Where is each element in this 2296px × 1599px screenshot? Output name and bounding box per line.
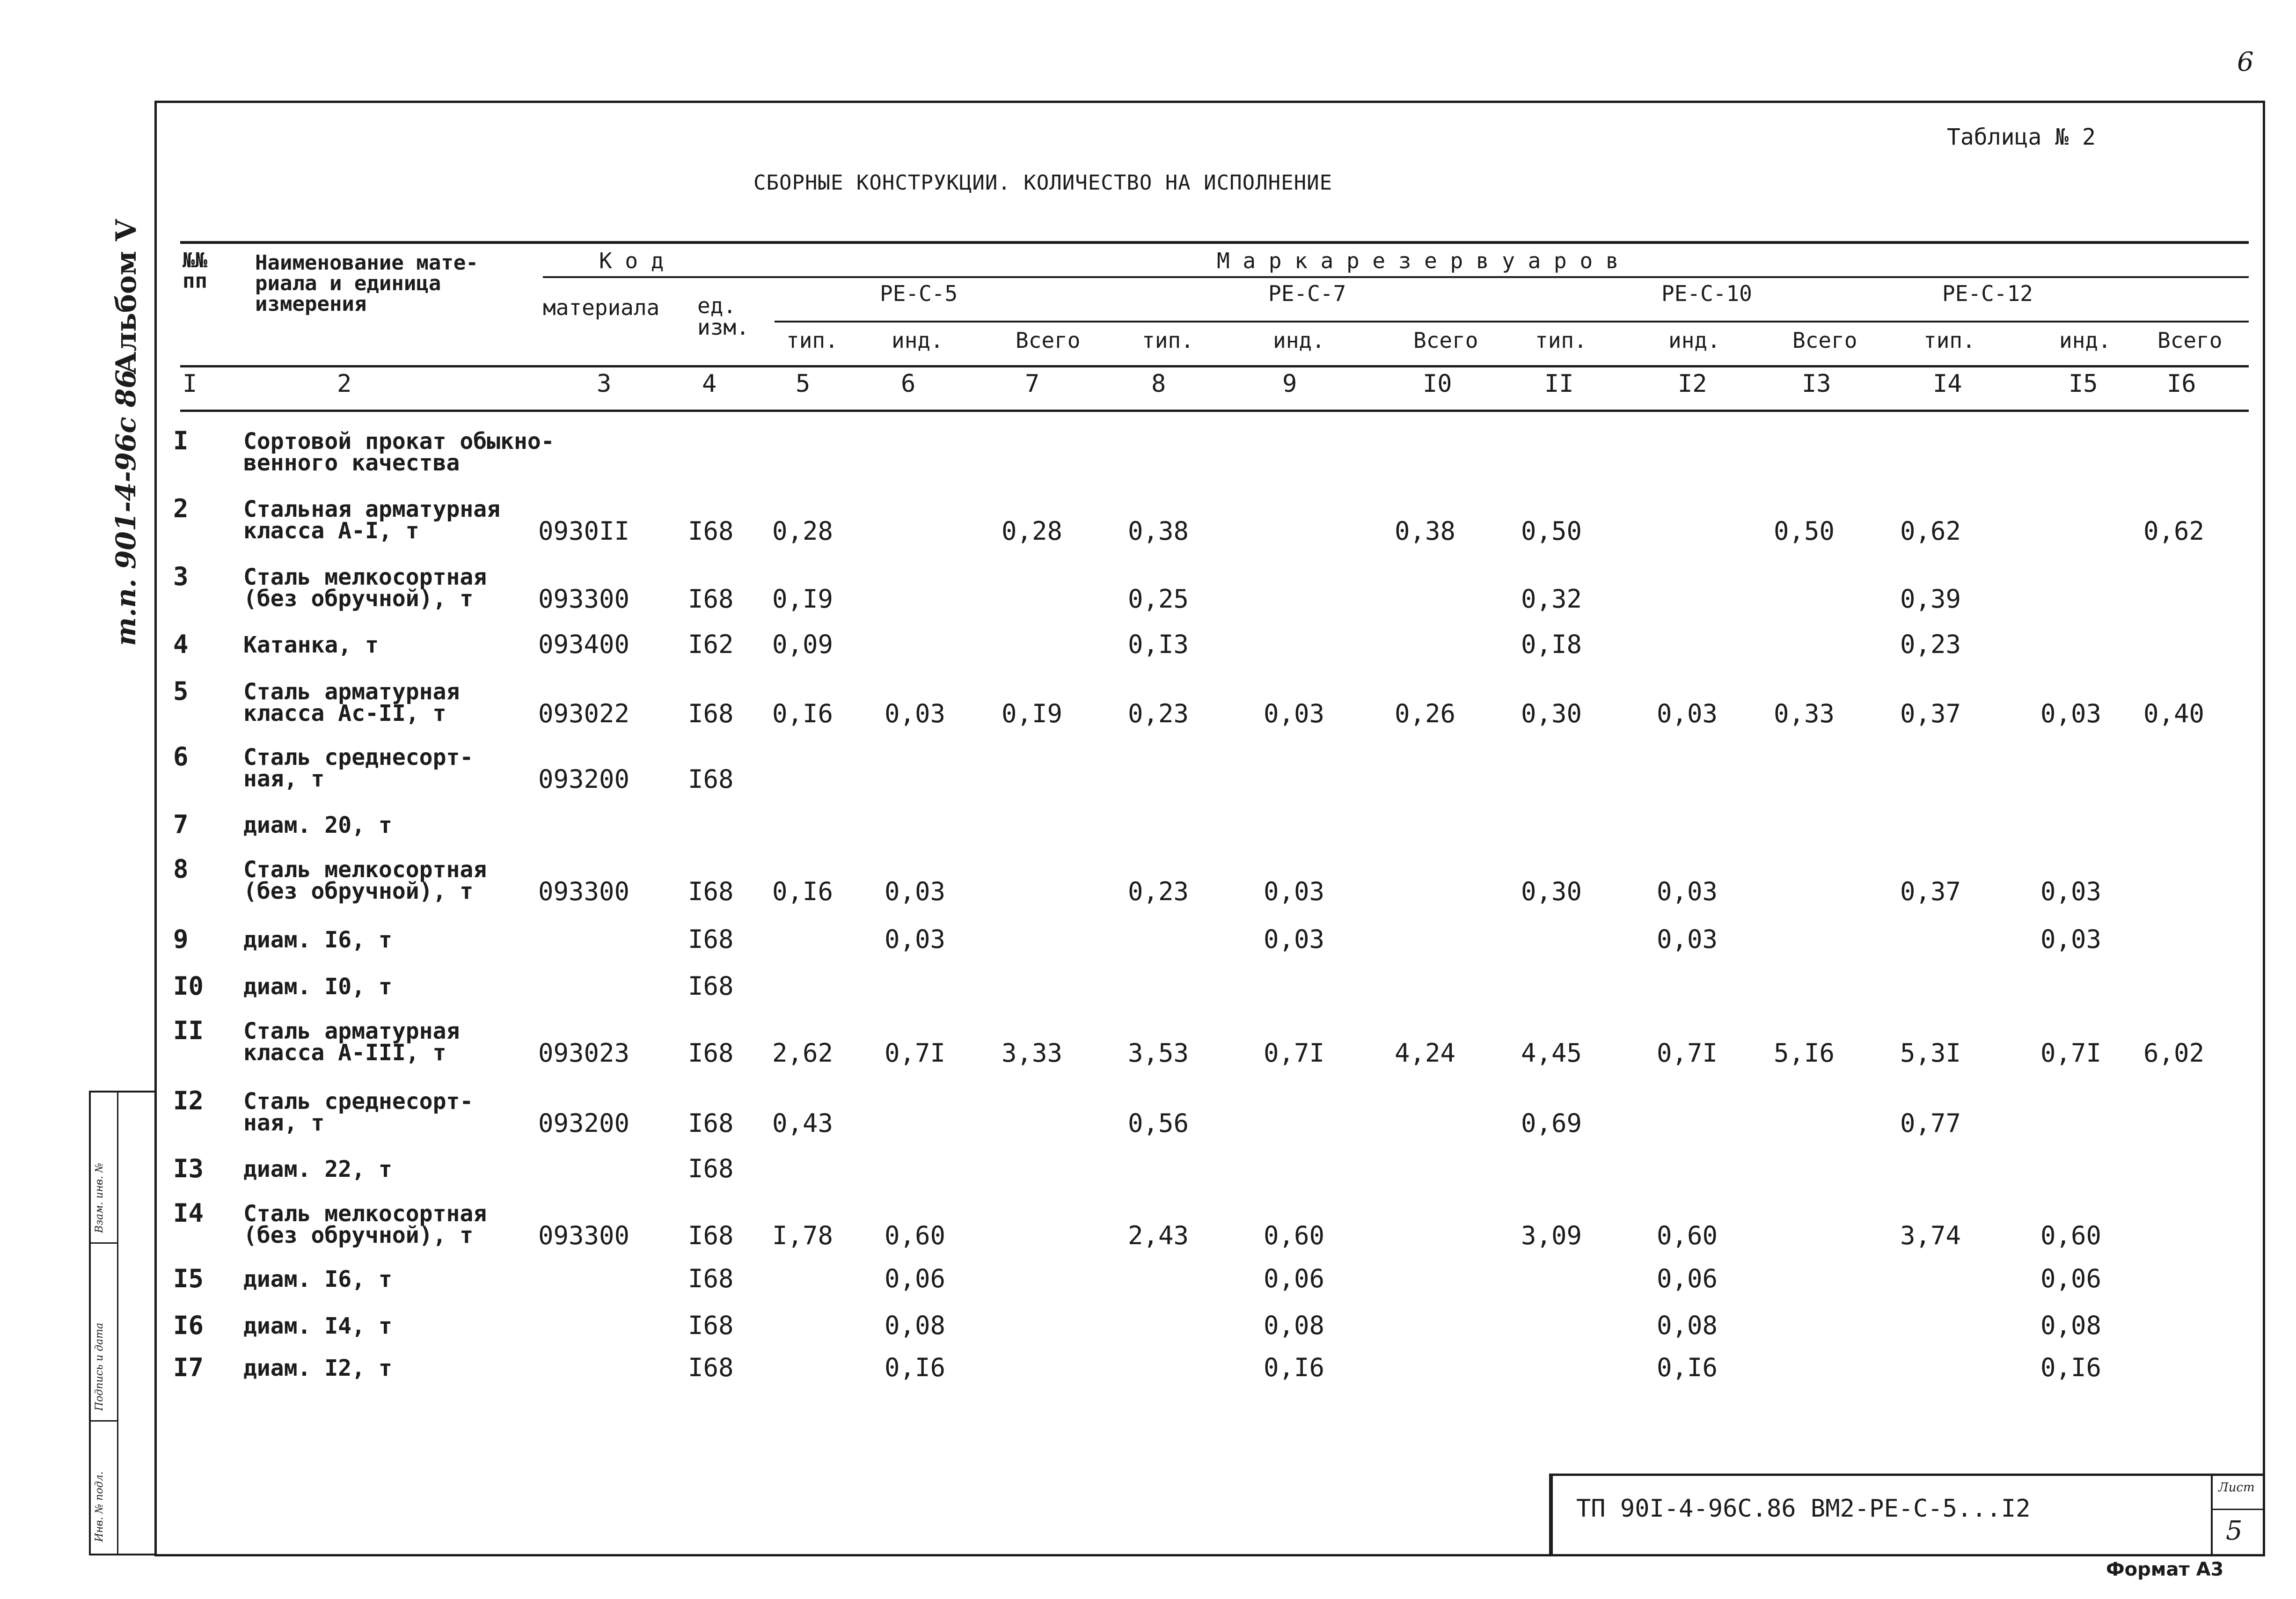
quantity-value: 0,I6 bbox=[772, 877, 834, 906]
unit-code: I68 bbox=[688, 924, 734, 954]
quantity-value: 0,I6 bbox=[1264, 1353, 1325, 1382]
quantity-value: 0,39 bbox=[1900, 584, 1961, 614]
quantity-value: 4,24 bbox=[1395, 1038, 1456, 1068]
row-number: 7 bbox=[173, 810, 189, 839]
material-code: 093400 bbox=[538, 630, 630, 659]
header-subcolumn: тип. bbox=[786, 328, 838, 353]
quantity-value: 0,03 bbox=[885, 877, 946, 906]
quantity-value: 0,38 bbox=[1128, 516, 1189, 546]
column-number: 8 bbox=[1151, 370, 1166, 398]
header-brand: РЕ-С-12 bbox=[1942, 281, 2033, 306]
material-name: Сортовой прокат обыкно- венного качества bbox=[243, 428, 555, 476]
material-code: 093023 bbox=[538, 1038, 630, 1068]
page-title: СБОРНЫЕ КОНСТРУКЦИИ. КОЛИЧЕСТВО НА ИСПОЛНЕНИЕ bbox=[753, 171, 1333, 195]
sheet-label: Лист bbox=[2218, 1481, 2255, 1495]
quantity-value: 0,56 bbox=[1128, 1108, 1189, 1138]
material-name: Сталь арматурная класса Ас-II, т bbox=[243, 679, 460, 726]
quantity-value: 5,I6 bbox=[1774, 1038, 1835, 1068]
material-name: диам. I6, т bbox=[243, 927, 392, 953]
quantity-value: 0,I9 bbox=[1002, 699, 1063, 728]
header-brand-group: М а р к а р е з е р в у а р о в bbox=[1217, 248, 1619, 273]
quantity-value: 0,7I bbox=[2040, 1038, 2102, 1068]
quantity-value: 0,03 bbox=[1264, 877, 1325, 906]
row-number: 2 bbox=[173, 494, 189, 523]
material-code: 093022 bbox=[538, 699, 630, 728]
quantity-value: 0,7I bbox=[1264, 1038, 1325, 1068]
row-number: I5 bbox=[173, 1264, 204, 1293]
material-name: Сталь мелкосортная (без обручной), т bbox=[243, 857, 487, 904]
quantity-value: 0,I6 bbox=[772, 699, 834, 728]
material-name: диам. I2, т bbox=[243, 1355, 392, 1381]
material-code: 093200 bbox=[538, 1108, 630, 1138]
column-number: 7 bbox=[1025, 370, 1040, 398]
material-name: Сталь арматурная класса А-III, т bbox=[243, 1018, 460, 1066]
quantity-value: 0,03 bbox=[2040, 699, 2102, 728]
unit-code: I68 bbox=[688, 764, 734, 794]
quantity-value: 0,25 bbox=[1128, 584, 1189, 614]
quantity-value: 0,40 bbox=[2143, 699, 2205, 728]
table-number: Таблица № 2 bbox=[1947, 124, 2096, 150]
unit-code: I68 bbox=[688, 1108, 734, 1138]
material-code: 0930II bbox=[538, 516, 630, 546]
row-number: I3 bbox=[173, 1154, 204, 1183]
column-number: I2 bbox=[1678, 370, 1707, 398]
quantity-value: 0,I6 bbox=[2040, 1353, 2102, 1382]
quantity-value: 0,37 bbox=[1900, 877, 1961, 906]
row-number: 3 bbox=[173, 562, 189, 591]
header-brand: РЕ-С-5 bbox=[880, 281, 958, 306]
quantity-value: 0,03 bbox=[2040, 924, 2102, 954]
quantity-value: 6,02 bbox=[2143, 1038, 2205, 1068]
row-number: 9 bbox=[173, 924, 189, 954]
header-code-material: материала bbox=[543, 295, 660, 320]
material-name: диам. 20, т bbox=[243, 812, 392, 838]
material-code: 093200 bbox=[538, 764, 630, 794]
quantity-value: 0,30 bbox=[1521, 699, 1582, 728]
row-number: II bbox=[173, 1016, 204, 1045]
table-rule bbox=[180, 241, 2249, 244]
side-document-code: т.п. 901-4-96с 86 bbox=[110, 369, 142, 646]
header-subcolumn: инд. bbox=[1273, 328, 1325, 353]
quantity-value: 0,08 bbox=[885, 1311, 946, 1340]
quantity-value: 0,26 bbox=[1395, 699, 1456, 728]
quantity-value: 0,03 bbox=[1657, 924, 1718, 954]
unit-code: I68 bbox=[688, 1221, 734, 1250]
table-rule bbox=[180, 410, 2249, 412]
quantity-value: 0,7I bbox=[1657, 1038, 1718, 1068]
quantity-value: 0,03 bbox=[1264, 699, 1325, 728]
header-subcolumn: Всего bbox=[1792, 328, 1857, 353]
row-number: 8 bbox=[173, 854, 189, 884]
quantity-value: 0,06 bbox=[1264, 1264, 1325, 1293]
quantity-value: 0,I6 bbox=[1657, 1353, 1718, 1382]
quantity-value: 2,43 bbox=[1128, 1221, 1189, 1250]
sheet-number: 5 bbox=[2226, 1516, 2243, 1546]
row-number: 5 bbox=[173, 676, 189, 706]
material-code: 093300 bbox=[538, 1221, 630, 1250]
quantity-value: 0,06 bbox=[1657, 1264, 1718, 1293]
quantity-value: 3,09 bbox=[1521, 1221, 1582, 1250]
header-subcolumn: тип. bbox=[1535, 328, 1587, 353]
unit-code: I68 bbox=[688, 699, 734, 728]
stamp-label-replacement: Взам. инв. № bbox=[94, 1163, 105, 1233]
header-subcolumn: инд. bbox=[892, 328, 943, 353]
unit-code: I68 bbox=[688, 584, 734, 614]
quantity-value: 0,37 bbox=[1900, 699, 1961, 728]
drawing-frame bbox=[154, 101, 2265, 1556]
quantity-value: 0,I3 bbox=[1128, 630, 1189, 659]
header-subcolumn: инд. bbox=[1668, 328, 1720, 353]
quantity-value: 0,08 bbox=[1657, 1311, 1718, 1340]
quantity-value: 0,06 bbox=[885, 1264, 946, 1293]
quantity-value: 0,03 bbox=[885, 924, 946, 954]
stamp-label-signature: Подпись и дата bbox=[94, 1322, 105, 1411]
column-number: 6 bbox=[901, 370, 916, 398]
document-designation: ТП 90I-4-96С.86 ВМ2-РЕ-С-5...I2 bbox=[1576, 1495, 2031, 1523]
quantity-value: 0,03 bbox=[1264, 924, 1325, 954]
column-number: 5 bbox=[796, 370, 811, 398]
quantity-value: 0,62 bbox=[2143, 516, 2205, 546]
header-number: №№ пп bbox=[183, 249, 207, 293]
quantity-value: 0,I8 bbox=[1521, 630, 1582, 659]
quantity-value: 2,62 bbox=[772, 1038, 834, 1068]
header-brand: РЕ-С-10 bbox=[1661, 281, 1752, 306]
page-number: 6 bbox=[2237, 47, 2254, 77]
header-name: Наименование мате- риала и единица измерения bbox=[255, 251, 478, 316]
row-number: I2 bbox=[173, 1086, 204, 1115]
header-subcolumn: Всего bbox=[1413, 328, 1478, 353]
unit-code: I62 bbox=[688, 630, 734, 659]
unit-code: I68 bbox=[688, 516, 734, 546]
quantity-value: 0,08 bbox=[1264, 1311, 1325, 1340]
unit-code: I68 bbox=[688, 1311, 734, 1340]
quantity-value: 0,60 bbox=[1264, 1221, 1325, 1250]
table-rule bbox=[543, 276, 2249, 278]
quantity-value: 3,33 bbox=[1002, 1038, 1063, 1068]
material-name: диам. I6, т bbox=[243, 1266, 392, 1292]
header-subcolumn: инд. bbox=[2059, 328, 2111, 353]
column-number: I bbox=[183, 370, 197, 398]
column-number: I5 bbox=[2069, 370, 2098, 398]
unit-code: I68 bbox=[688, 971, 734, 1001]
quantity-value: 0,28 bbox=[1002, 516, 1063, 546]
quantity-value: 0,28 bbox=[772, 516, 834, 546]
quantity-value: 0,60 bbox=[1657, 1221, 1718, 1250]
material-name: Сталь мелкосортная (без обручной), т bbox=[243, 564, 487, 612]
column-number: I0 bbox=[1423, 370, 1452, 398]
header-code-group: К о д bbox=[599, 248, 664, 273]
material-name: Сталь среднесорт- ная, т bbox=[243, 744, 474, 792]
quantity-value: 0,60 bbox=[885, 1221, 946, 1250]
material-name: Стальная арматурная класса А-I, т bbox=[243, 496, 501, 544]
quantity-value: 0,33 bbox=[1774, 699, 1835, 728]
quantity-value: 4,45 bbox=[1521, 1038, 1582, 1068]
quantity-value: 0,I6 bbox=[885, 1353, 946, 1382]
format-label: Формат А3 bbox=[2106, 1559, 2224, 1580]
quantity-value: 0,7I bbox=[885, 1038, 946, 1068]
quantity-value: 0,50 bbox=[1774, 516, 1835, 546]
header-code-unit: ед. изм. bbox=[697, 293, 749, 340]
quantity-value: 0,23 bbox=[1900, 630, 1961, 659]
quantity-value: 3,74 bbox=[1900, 1221, 1961, 1250]
row-number: I7 bbox=[173, 1353, 204, 1382]
material-name: Сталь среднесорт- ная, т bbox=[243, 1088, 474, 1136]
header-subcolumn: тип. bbox=[1923, 328, 1975, 353]
unit-code: I68 bbox=[688, 1154, 734, 1183]
material-name: Сталь мелкосортная (без обручной), т bbox=[243, 1201, 487, 1248]
quantity-value: 0,77 bbox=[1900, 1108, 1961, 1138]
column-number: I4 bbox=[1933, 370, 1962, 398]
row-number: 6 bbox=[173, 742, 189, 771]
quantity-value: 0,03 bbox=[885, 699, 946, 728]
quantity-value: I,78 bbox=[772, 1221, 834, 1250]
quantity-value: 3,53 bbox=[1128, 1038, 1189, 1068]
quantity-value: 0,03 bbox=[1657, 699, 1718, 728]
row-number: I4 bbox=[173, 1198, 204, 1228]
table-rule bbox=[180, 365, 2249, 367]
quantity-value: 0,43 bbox=[772, 1108, 834, 1138]
column-number: 9 bbox=[1282, 370, 1297, 398]
unit-code: I68 bbox=[688, 1264, 734, 1293]
unit-code: I68 bbox=[688, 1353, 734, 1382]
quantity-value: 0,03 bbox=[2040, 877, 2102, 906]
header-subcolumn: Всего bbox=[2157, 328, 2223, 353]
column-number: 4 bbox=[702, 370, 717, 398]
material-code: 093300 bbox=[538, 584, 630, 614]
quantity-value: 5,3I bbox=[1900, 1038, 1961, 1068]
table-rule bbox=[775, 321, 2249, 323]
row-number: I bbox=[173, 426, 189, 455]
row-number: 4 bbox=[173, 630, 189, 659]
column-number: I6 bbox=[2167, 370, 2196, 398]
quantity-value: 0,30 bbox=[1521, 877, 1582, 906]
unit-code: I68 bbox=[688, 877, 734, 906]
material-code: 093300 bbox=[538, 877, 630, 906]
header-subcolumn: тип. bbox=[1142, 328, 1194, 353]
material-name: Катанка, т bbox=[243, 632, 379, 658]
material-name: диам. I0, т bbox=[243, 974, 392, 1000]
stamp-label-inventory: Инв. № подл. bbox=[94, 1471, 105, 1542]
row-number: I0 bbox=[173, 971, 204, 1001]
quantity-value: 0,I9 bbox=[772, 584, 834, 614]
column-number: 3 bbox=[597, 370, 612, 398]
header-brand: РЕ-С-7 bbox=[1268, 281, 1346, 306]
quantity-value: 0,09 bbox=[772, 630, 834, 659]
quantity-value: 0,69 bbox=[1521, 1108, 1582, 1138]
quantity-value: 0,23 bbox=[1128, 877, 1189, 906]
quantity-value: 0,50 bbox=[1521, 516, 1582, 546]
unit-code: I68 bbox=[688, 1038, 734, 1068]
material-name: диам. 22, т bbox=[243, 1156, 392, 1182]
quantity-value: 0,38 bbox=[1395, 516, 1456, 546]
column-number: I3 bbox=[1802, 370, 1831, 398]
title-block bbox=[1549, 1474, 2264, 1554]
row-number: I6 bbox=[173, 1311, 204, 1340]
quantity-value: 0,23 bbox=[1128, 699, 1189, 728]
quantity-value: 0,32 bbox=[1521, 584, 1582, 614]
column-number: 2 bbox=[337, 370, 352, 398]
quantity-value: 0,62 bbox=[1900, 516, 1961, 546]
side-album-label: Альбом Ⅴ bbox=[110, 219, 143, 374]
sheet-box bbox=[2211, 1476, 2264, 1554]
quantity-value: 0,08 bbox=[2040, 1311, 2102, 1340]
approval-stamp-strip bbox=[89, 1091, 156, 1555]
quantity-value: 0,06 bbox=[2040, 1264, 2102, 1293]
column-number: II bbox=[1544, 370, 1574, 398]
material-name: диам. I4, т bbox=[243, 1313, 392, 1339]
quantity-value: 0,60 bbox=[2040, 1221, 2102, 1250]
header-subcolumn: Всего bbox=[1016, 328, 1081, 353]
quantity-value: 0,03 bbox=[1657, 877, 1718, 906]
